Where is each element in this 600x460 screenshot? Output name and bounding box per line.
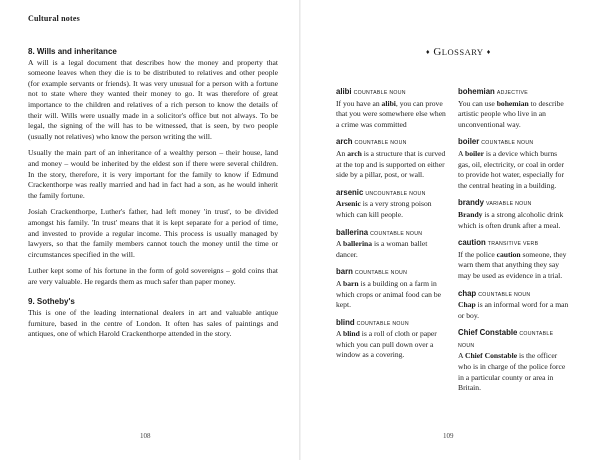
glossary-word: boiler: [458, 137, 480, 147]
right-page: [300, 0, 600, 460]
page-number: 109: [443, 432, 454, 440]
glossary-entry: [336, 188, 448, 221]
section-heading-wills: 8. Wills and inheritance: [28, 47, 117, 56]
paragraph: Luther kept some of his fortune in the form of gold sovereigns – gold coins that are very valuable. He regards them as much safer than paper money.: [28, 266, 278, 286]
glossary-column-right: [458, 87, 570, 401]
glossary-title-rest: LOSSARY: [441, 47, 484, 57]
glossary-title-initial: G: [433, 46, 442, 58]
glossary-entry: [336, 137, 448, 180]
glossary-definition: You can use bohemian to describe artistic people who live in an unconventional way.: [458, 98, 564, 129]
glossary-word: chap: [458, 288, 477, 298]
part-of-speech: COUNTABLE NOUN: [481, 140, 534, 147]
glossary-definition: A boiler is a device which burns gas, oil, electricity, or coal in order to provide hot water, especially for the central heating in a building.: [458, 148, 564, 190]
glossary-word: blind: [336, 317, 355, 327]
glossary-word: arsenic: [336, 187, 364, 197]
glossary-word: barn: [336, 267, 353, 277]
glossary-definition: An arch is a structure that is curved at the top and is supported on either side by a pillar, post, or wall.: [336, 148, 446, 180]
glossary-definition: A Chief Constable is the officer who is in charge of the police force in a particular county or area in Britain.: [458, 351, 566, 393]
part-of-speech: ADJECTIVE: [496, 90, 529, 96]
part-of-speech: TRANSITIVE VERB: [487, 241, 539, 248]
glossary-definition: Brandy is a strong alcoholic drink which is often drunk after a meal.: [458, 209, 564, 230]
part-of-speech: COUNTABLE NOUN: [354, 140, 407, 147]
glossary-definition: Arsenic is a very strong poison which can kill people.: [336, 199, 432, 219]
part-of-speech: COUNTABLE NOUN: [356, 320, 409, 327]
diamond-ornament-icon: ♦: [486, 48, 491, 56]
paragraph: This is one of the leading international dealers in art and valuable antique furniture, based in the centre of London. It often has sales of paintings and antiques, one of which Harold Crackenthorpe attended in the story.: [28, 308, 278, 339]
part-of-speech: COUNTABLE NOUN: [458, 331, 554, 349]
section-heading-sothebys: 9. Sotheby's: [28, 297, 75, 307]
glossary-definition: Chap is an informal word for a man or boy.: [458, 300, 569, 320]
glossary-word: bohemian: [458, 87, 495, 96]
part-of-speech: COUNTABLE NOUN: [353, 90, 406, 96]
paragraph: Usually the main part of an inheritance of a wealthy person – their house, land and money – would be inherited by the eldest son if there were several children. In the story, therefore, it is very important for the family to know if Edmund Crackenthorpe was really married and had in fact had a son, as he would inherit the family fortune.: [28, 148, 278, 200]
page-number: 108: [140, 432, 151, 440]
part-of-speech: COUNTABLE NOUN: [370, 230, 423, 237]
glossary-entry: [458, 328, 570, 394]
glossary-word: caution: [458, 238, 486, 248]
glossary-entry: [336, 318, 448, 361]
paragraph: Josiah Crackenthorpe, Luther's father, had left money 'in trust', to be divided amongst his family. 'In trust' means that it is kept separate for a period of time, and invested to provide a regular income. This process is usually managed by lawyers, so that the family members cannot touch the money until the time or circumstances specified in the will.: [28, 207, 278, 259]
glossary-entry: [458, 238, 570, 281]
glossary-title: [426, 46, 491, 58]
glossary-word: arch: [336, 137, 353, 147]
glossary-entry: [336, 228, 448, 261]
glossary-column-left: [336, 87, 448, 368]
part-of-speech: COUNTABLE NOUN: [478, 291, 531, 298]
glossary-definition: A barn is a building on a farm in which crops or animal food can be kept.: [336, 278, 442, 310]
part-of-speech: VARIABLE NOUN: [486, 201, 532, 208]
running-head: Cultural notes: [28, 14, 80, 23]
diamond-ornament-icon: ♦: [426, 48, 431, 56]
glossary-entry: [458, 198, 570, 231]
glossary-word: alibi: [336, 87, 352, 96]
glossary-word: brandy: [458, 198, 484, 208]
glossary-entry: [458, 289, 570, 322]
cultural-notes-body: [28, 47, 278, 346]
glossary-definition: If you have an alibi, you can prove that you were somewhere else when a crime was committed: [336, 98, 446, 129]
part-of-speech: UNCOUNTABLE NOUN: [365, 190, 426, 197]
glossary-word: ballerina: [336, 227, 369, 237]
glossary-entry: [458, 137, 570, 191]
glossary-entry: [336, 87, 448, 130]
glossary-definition: A ballerina is a woman ballet dancer.: [336, 239, 428, 259]
glossary-entry: [458, 87, 570, 130]
glossary-entry: [336, 267, 448, 310]
paragraph: A will is a legal document that describes how the money and property that someone leaves when they die is to be distributed to relatives and other people (for example servants or friends). It was very unusual for a person with a fortune not to state where they wanted their money to go. It was therefore of great importance to the children and relatives of a rich person to know the details of their will. Wills were usually made in a solicitor's office but not always. To be legal, the signing of the will has to be witnessed, that is seen, by two people (usually not relatives) who know the person writing the will.: [28, 57, 278, 141]
part-of-speech: COUNTABLE NOUN: [354, 270, 408, 277]
glossary-word: Chief Constable: [458, 328, 518, 338]
glossary-definition: A blind is a roll of cloth or paper which you can pull down over a window as a covering.: [336, 329, 437, 360]
glossary-definition: If the police caution someone, they warn them that anything they say may be used as evidence in a trial.: [458, 249, 567, 280]
